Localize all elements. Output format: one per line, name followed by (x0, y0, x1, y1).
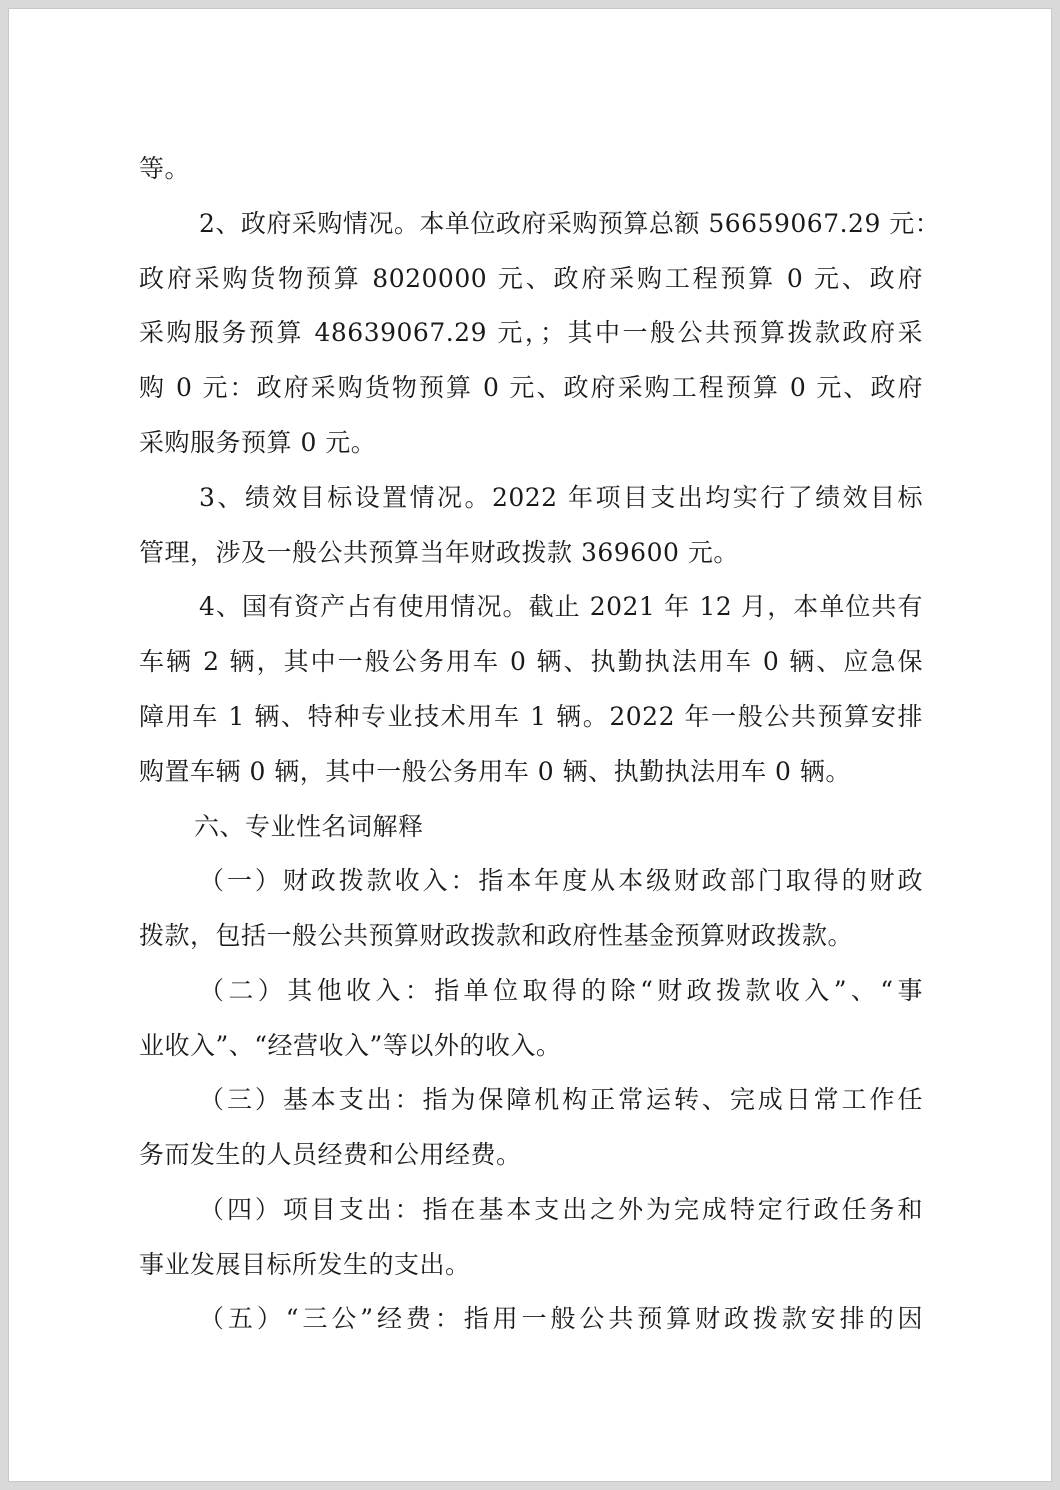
text-line: 政府采购货物预算 8020000 元、政府采购工程预算 0 元、政府 (139, 264, 923, 293)
text-line: 等。 (139, 154, 191, 183)
text-line: 采购服务预算 48639067.29 元，；其中一般公共预算拨款政府采 (139, 318, 923, 347)
text-line: （五）“三公”经费：指用一般公共预算财政拨款安排的因 (199, 1304, 923, 1333)
document-page (8, 8, 1052, 1482)
text-line: 拨款，包括一般公共预算财政拨款和政府性基金预算财政拨款。 (139, 921, 854, 950)
text-line: （一）财政拨款收入：指本年度从本级财政部门取得的财政 (199, 866, 923, 895)
text-line: 购 0 元：政府采购货物预算 0 元、政府采购工程预算 0 元、政府 (139, 373, 923, 402)
text-line: 管理，涉及一般公共预算当年财政拨款 369600 元。 (139, 538, 739, 567)
text-line: （四）项目支出：指在基本支出之外为完成特定行政任务和 (199, 1195, 923, 1224)
text-line: 业收入”、“经营收入”等以外的收入。 (139, 1031, 562, 1060)
text-line: 购置车辆 0 辆，其中一般公务用车 0 辆、执勤执法用车 0 辆。 (139, 757, 851, 786)
text-line: 4、国有资产占有使用情况。截止 2021 年 12 月，本单位共有 (199, 592, 923, 621)
text-line: 3、绩效目标设置情况。2022 年项目支出均实行了绩效目标 (199, 483, 923, 512)
text-line: 务而发生的人员经费和公用经费。 (139, 1140, 522, 1169)
text-line: （二）其他收入：指单位取得的除“财政拨款收入”、“事 (199, 976, 923, 1005)
text-line: 事业发展目标所发生的支出。 (139, 1250, 471, 1279)
text-line: （三）基本支出：指为保障机构正常运转、完成日常工作任 (199, 1085, 923, 1114)
text-line: 2、政府采购情况。本单位政府采购预算总额 56659067.29 元： (199, 209, 941, 238)
text-line: 障用车 1 辆、特种专业技术用车 1 辆。2022 年一般公共预算安排 (139, 702, 923, 731)
section-heading: 六、专业性名词解释 (194, 812, 424, 841)
text-line: 采购服务预算 0 元。 (139, 428, 377, 457)
text-line: 车辆 2 辆，其中一般公务用车 0 辆、执勤执法用车 0 辆、应急保 (139, 647, 923, 676)
